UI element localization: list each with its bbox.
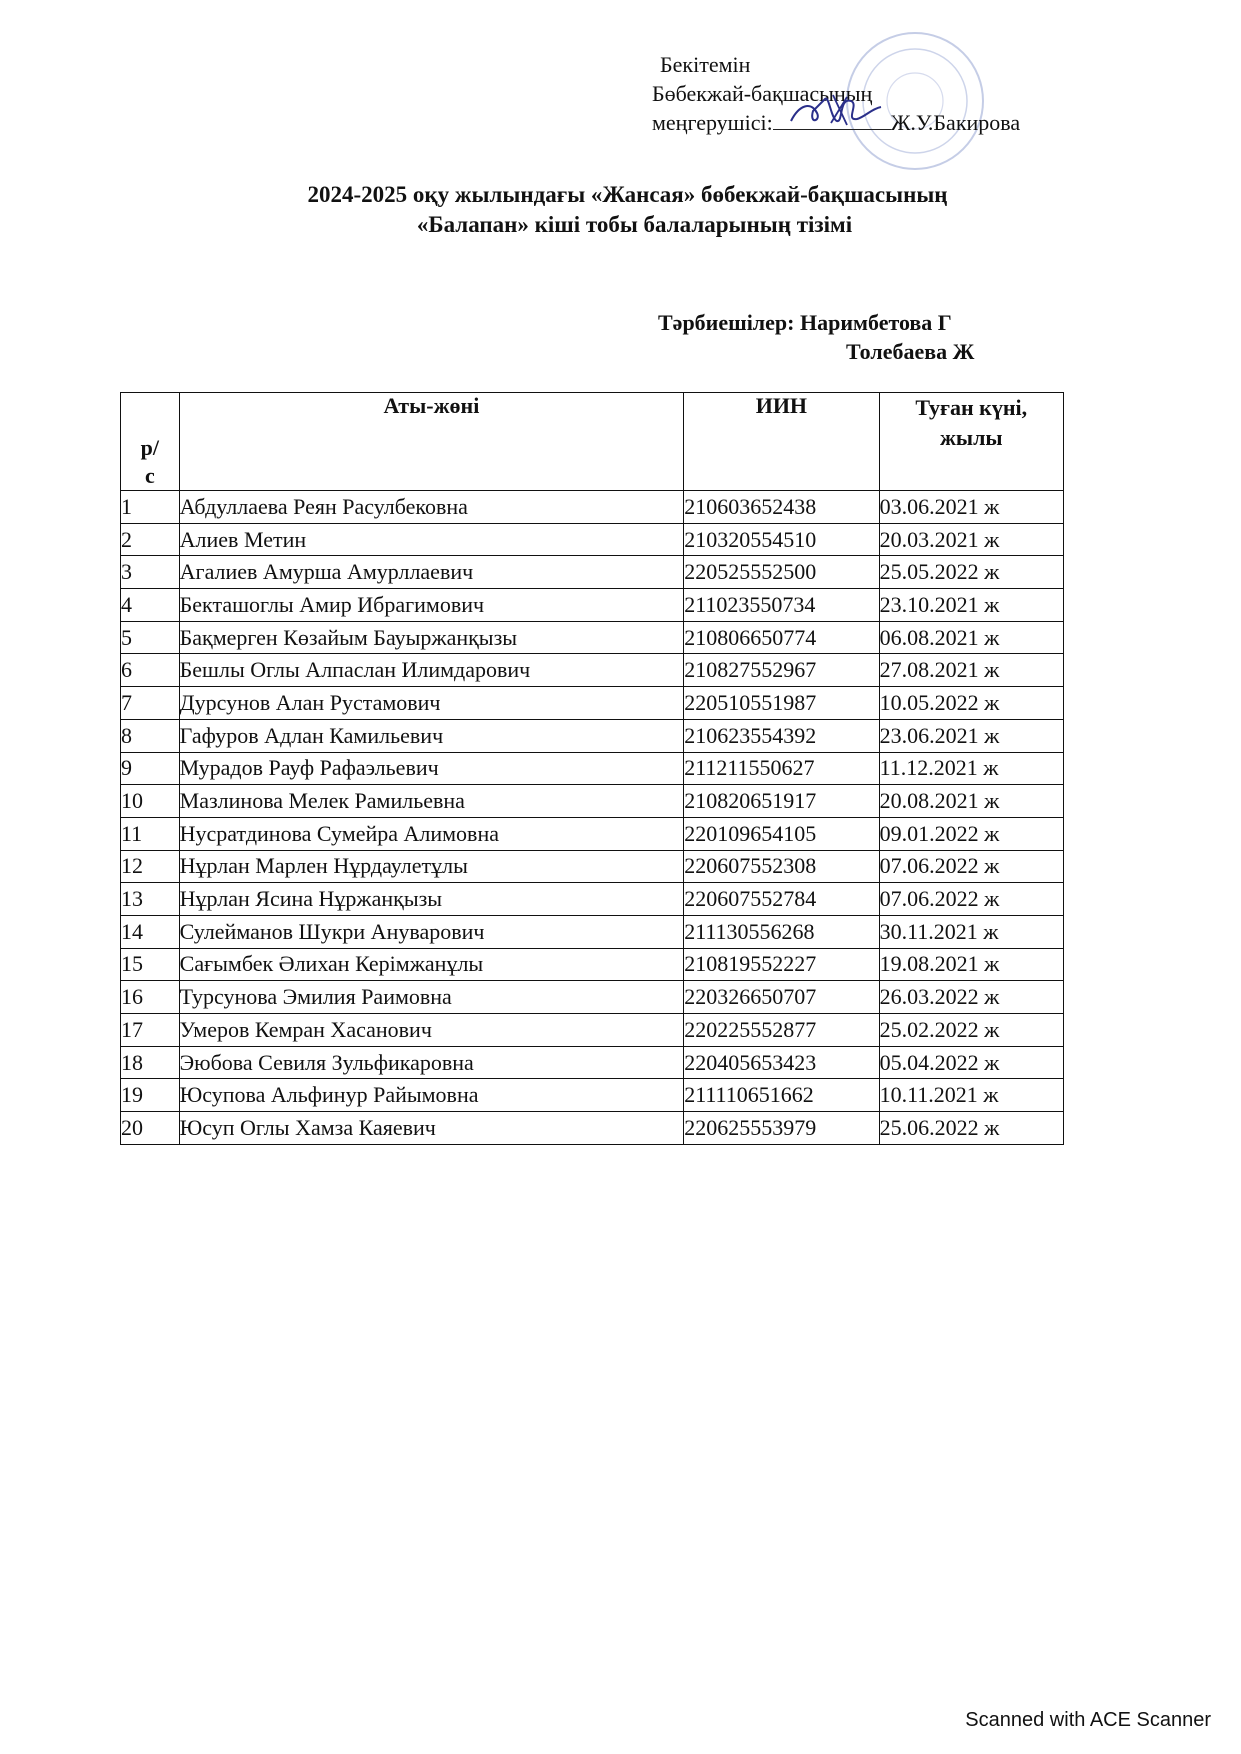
table-row bbox=[121, 948, 1064, 981]
child-birthdate: 07.06.2022 ж bbox=[879, 883, 1063, 916]
table-row bbox=[121, 981, 1064, 1014]
child-iin: 210819552227 bbox=[684, 948, 879, 981]
child-birthdate: 19.08.2021 ж bbox=[879, 948, 1063, 981]
row-number: 1 bbox=[121, 491, 180, 524]
row-number: 18 bbox=[121, 1046, 180, 1079]
child-iin: 220525552500 bbox=[684, 556, 879, 589]
row-number: 4 bbox=[121, 589, 180, 622]
table-body bbox=[121, 491, 1064, 1145]
table-row bbox=[121, 850, 1064, 883]
signature-line bbox=[773, 109, 891, 130]
child-name: Бешлы Оглы Алпаслан Илимдарович bbox=[179, 654, 684, 687]
child-name: Дурсунов Алан Рустамович bbox=[179, 687, 684, 720]
table-row bbox=[121, 654, 1064, 687]
row-number: 8 bbox=[121, 719, 180, 752]
child-name: Бекташоглы Амир Ибрагимович bbox=[179, 589, 684, 622]
teachers-line-1: Тәрбиешілер: Наримбетова Г bbox=[658, 310, 952, 335]
child-iin: 210827552967 bbox=[684, 654, 879, 687]
table-row bbox=[121, 785, 1064, 818]
children-roster-table bbox=[120, 392, 1064, 1145]
child-birthdate: 05.04.2022 ж bbox=[879, 1046, 1063, 1079]
row-number: 2 bbox=[121, 523, 180, 556]
child-name: Алиев Метин bbox=[179, 523, 684, 556]
child-iin: 210623554392 bbox=[684, 719, 879, 752]
child-iin: 210603652438 bbox=[684, 491, 879, 524]
header-birthdate-line-2: жылы bbox=[939, 425, 1003, 450]
row-number: 20 bbox=[121, 1112, 180, 1145]
child-name: Умеров Кемран Хасанович bbox=[179, 1014, 684, 1047]
header-number bbox=[121, 393, 180, 491]
child-birthdate: 09.01.2022 ж bbox=[879, 817, 1063, 850]
child-name: Сағымбек Әлихан Керімжанұлы bbox=[179, 948, 684, 981]
teachers-line-2: Толебаева Ж bbox=[846, 339, 975, 364]
child-name: Мурадов Рауф Рафаэльевич bbox=[179, 752, 684, 785]
table-row bbox=[121, 621, 1064, 654]
child-iin: 220510551987 bbox=[684, 687, 879, 720]
row-number: 7 bbox=[121, 687, 180, 720]
header-name: Аты-жөні bbox=[179, 393, 684, 491]
child-name: Нұрлан Ясина Нұржанқызы bbox=[179, 883, 684, 916]
director-name: Ж.У.Бакирова bbox=[890, 110, 1021, 135]
child-iin: 220405653423 bbox=[684, 1046, 879, 1079]
approval-line-3 bbox=[652, 108, 1020, 137]
child-iin: 211110651662 bbox=[684, 1079, 879, 1112]
child-birthdate: 25.06.2022 ж bbox=[879, 1112, 1063, 1145]
table-row bbox=[121, 1014, 1064, 1047]
table-row bbox=[121, 589, 1064, 622]
child-iin: 210820651917 bbox=[684, 785, 879, 818]
approval-line-2: Бөбекжай-бақшасының bbox=[652, 81, 873, 106]
child-birthdate: 23.06.2021 ж bbox=[879, 719, 1063, 752]
scanner-watermark: Scanned with ACE Scanner bbox=[965, 1709, 1211, 1731]
child-birthdate: 06.08.2021 ж bbox=[879, 621, 1063, 654]
child-name: Абдуллаева Реян Расулбековна bbox=[179, 491, 684, 524]
title-line-2: «Балапан» кіші тобы балаларының тізімі bbox=[416, 212, 853, 237]
table-row bbox=[121, 491, 1064, 524]
child-birthdate: 26.03.2022 ж bbox=[879, 981, 1063, 1014]
child-iin: 220607552308 bbox=[684, 850, 879, 883]
child-iin: 220109654105 bbox=[684, 817, 879, 850]
row-number: 9 bbox=[121, 752, 180, 785]
row-number: 19 bbox=[121, 1079, 180, 1112]
header-birthdate bbox=[879, 393, 1063, 491]
child-name: Юсуп Оглы Хамза Каяевич bbox=[179, 1112, 684, 1145]
row-number: 11 bbox=[121, 817, 180, 850]
header-number-line-2: с bbox=[144, 463, 155, 488]
child-iin: 211130556268 bbox=[684, 915, 879, 948]
row-number: 3 bbox=[121, 556, 180, 589]
approval-position: меңгерушісі: bbox=[652, 110, 773, 135]
table-row bbox=[121, 1079, 1064, 1112]
child-name: Нұрлан Марлен Нұрдаулетұлы bbox=[179, 850, 684, 883]
teachers-block bbox=[658, 308, 974, 366]
child-name: Мазлинова Мелек Рамильевна bbox=[179, 785, 684, 818]
row-number: 12 bbox=[121, 850, 180, 883]
child-birthdate: 25.05.2022 ж bbox=[879, 556, 1063, 589]
row-number: 16 bbox=[121, 981, 180, 1014]
child-birthdate: 07.06.2022 ж bbox=[879, 850, 1063, 883]
child-iin: 210320554510 bbox=[684, 523, 879, 556]
child-iin: 220607552784 bbox=[684, 883, 879, 916]
row-number: 10 bbox=[121, 785, 180, 818]
document-title bbox=[0, 180, 1241, 240]
header-number-line-1: р/ bbox=[140, 435, 159, 460]
child-birthdate: 30.11.2021 ж bbox=[879, 915, 1063, 948]
child-name: Турсунова Эмилия Раимовна bbox=[179, 981, 684, 1014]
row-number: 5 bbox=[121, 621, 180, 654]
table-row bbox=[121, 915, 1064, 948]
child-name: Сулейманов Шукри Ануварович bbox=[179, 915, 684, 948]
child-name: Бақмерген Көзайым Бауыржанқызы bbox=[179, 621, 684, 654]
child-birthdate: 03.06.2021 ж bbox=[879, 491, 1063, 524]
child-name: Эюбова Севиля Зульфикаровна bbox=[179, 1046, 684, 1079]
row-number: 17 bbox=[121, 1014, 180, 1047]
child-iin: 220625553979 bbox=[684, 1112, 879, 1145]
table-row bbox=[121, 1112, 1064, 1145]
child-iin: 210806650774 bbox=[684, 621, 879, 654]
child-birthdate: 10.05.2022 ж bbox=[879, 687, 1063, 720]
child-name: Нусратдинова Сумейра Алимовна bbox=[179, 817, 684, 850]
title-line-1: 2024-2025 оқу жылындағы «Жансая» бөбекжай-бақшасының bbox=[307, 182, 948, 207]
table-row bbox=[121, 883, 1064, 916]
child-iin: 220326650707 bbox=[684, 981, 879, 1014]
row-number: 14 bbox=[121, 915, 180, 948]
table-row bbox=[121, 523, 1064, 556]
child-iin: 211211550627 bbox=[684, 752, 879, 785]
table-row bbox=[121, 556, 1064, 589]
child-name: Агалиев Амурша Амурллаевич bbox=[179, 556, 684, 589]
header-birthdate-line-1: Туған күні, bbox=[915, 395, 1028, 420]
row-number: 15 bbox=[121, 948, 180, 981]
approval-block bbox=[652, 50, 1020, 137]
child-birthdate: 11.12.2021 ж bbox=[879, 752, 1063, 785]
table-row bbox=[121, 1046, 1064, 1079]
child-birthdate: 10.11.2021 ж bbox=[879, 1079, 1063, 1112]
table-header-row bbox=[121, 393, 1064, 491]
signature bbox=[773, 91, 891, 131]
child-birthdate: 20.08.2021 ж bbox=[879, 785, 1063, 818]
child-birthdate: 27.08.2021 ж bbox=[879, 654, 1063, 687]
header-iin: ИИН bbox=[684, 393, 879, 491]
child-birthdate: 23.10.2021 ж bbox=[879, 589, 1063, 622]
table-row bbox=[121, 687, 1064, 720]
row-number: 6 bbox=[121, 654, 180, 687]
approval-line-1: Бекітемін bbox=[660, 52, 751, 77]
child-name: Юсупова Альфинур Райымовна bbox=[179, 1079, 684, 1112]
table-row bbox=[121, 752, 1064, 785]
row-number: 13 bbox=[121, 883, 180, 916]
child-iin: 220225552877 bbox=[684, 1014, 879, 1047]
table-row bbox=[121, 719, 1064, 752]
child-name: Гафуров Адлан Камильевич bbox=[179, 719, 684, 752]
child-iin: 211023550734 bbox=[684, 589, 879, 622]
table-row bbox=[121, 817, 1064, 850]
child-birthdate: 20.03.2021 ж bbox=[879, 523, 1063, 556]
child-birthdate: 25.02.2022 ж bbox=[879, 1014, 1063, 1047]
